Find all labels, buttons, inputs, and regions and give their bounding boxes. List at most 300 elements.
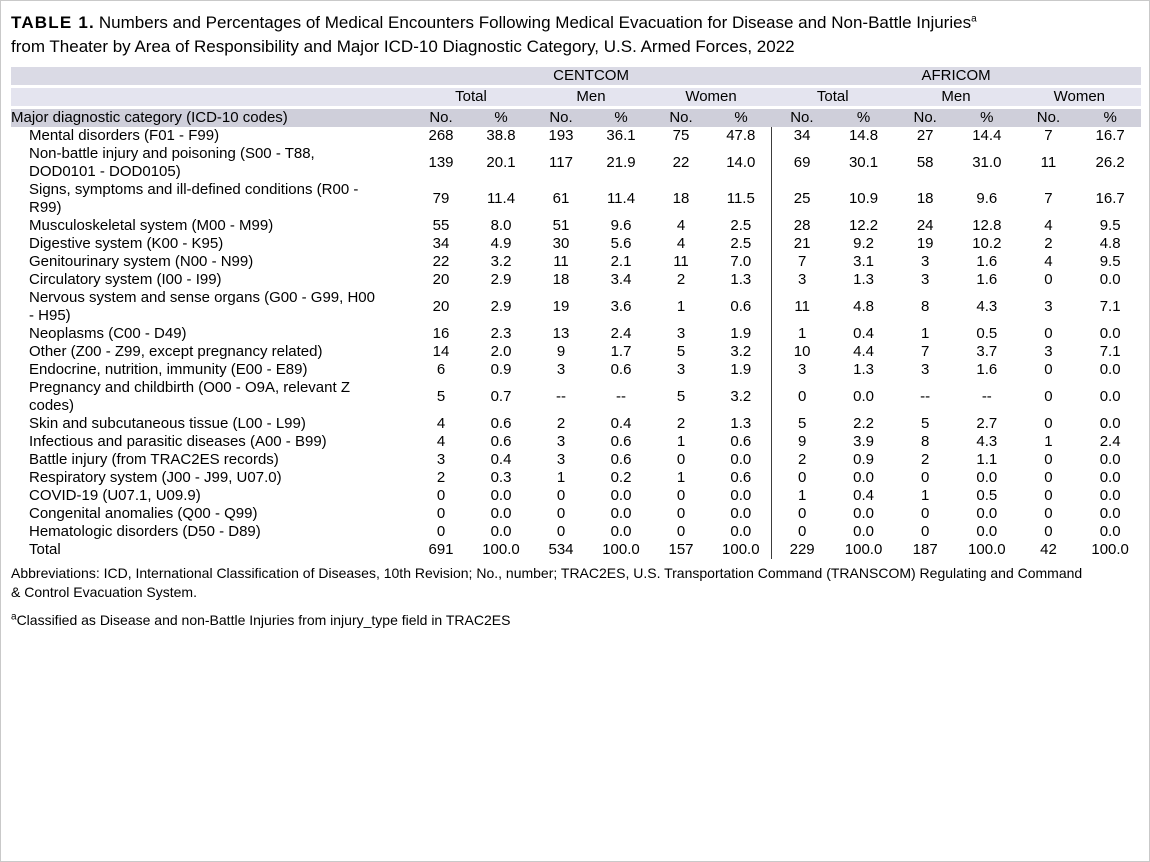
value-cell: 1.7 — [610, 343, 632, 360]
value-cell: 0.6 — [610, 451, 632, 468]
value-cell: 1 — [921, 325, 930, 342]
value-cell: 4.8 — [1099, 235, 1121, 252]
value-cell: 2 — [771, 451, 833, 469]
value-cell: 19 — [916, 235, 934, 252]
value-cell: 11 — [553, 253, 569, 270]
value-cell: 0.4 — [490, 451, 512, 468]
value-cell: 4 — [1044, 253, 1053, 270]
value-cell: 30 — [552, 235, 570, 252]
value-cell: 3 — [921, 253, 930, 270]
value-cell: 0.6 — [730, 469, 752, 486]
value-cell: 3 — [556, 451, 566, 468]
value-cell: 11 — [771, 289, 833, 325]
value-cell: 9.6 — [610, 217, 632, 234]
measure-header-no: No. — [411, 108, 471, 128]
value-cell: 5.6 — [610, 235, 632, 252]
value-cell: 3 — [676, 325, 686, 342]
value-cell: 0.6 — [610, 361, 632, 378]
measure-header-no: No. — [651, 108, 711, 128]
category-cell: Battle injury (from TRAC2ES records) — [29, 451, 279, 468]
value-cell: 20 — [432, 271, 450, 288]
table-row — [11, 523, 1141, 541]
value-cell: 0 — [676, 487, 686, 504]
value-cell: 3 — [1044, 298, 1053, 315]
value-cell: 11 — [673, 253, 689, 270]
value-cell: 20 — [432, 298, 450, 315]
value-cell: 1 — [921, 487, 930, 504]
value-cell: 0.0 — [1099, 451, 1121, 468]
value-cell: 100.0 — [722, 541, 760, 558]
value-cell: 3.2 — [490, 253, 512, 270]
title-line2: from Theater by Area of Responsibility and Major ICD-10 Diagnostic Category, U.S. Armed Forces, 2022 — [11, 37, 795, 56]
value-cell: 0 — [1044, 325, 1053, 342]
footnote-text: Classified as Disease and non-Battle Injuries from injury_type field in TRAC2ES — [16, 612, 511, 628]
value-cell: 3 — [676, 361, 686, 378]
value-cell: 4 — [436, 433, 446, 450]
category-cell: Total — [29, 541, 61, 558]
value-cell: 0 — [556, 505, 566, 522]
category-cell: Nervous system and sense organs (G00 - G99, H00 - H95) — [29, 289, 375, 324]
table-row — [11, 289, 1141, 325]
value-cell: 0.5 — [976, 487, 998, 504]
value-cell: 0 — [1044, 451, 1053, 468]
table-row — [11, 505, 1141, 523]
value-cell: 2.9 — [490, 298, 512, 315]
value-cell: 100.0 — [844, 541, 883, 558]
value-cell: 1.6 — [976, 253, 998, 270]
value-cell: 2.0 — [490, 343, 512, 360]
value-cell: 1.6 — [976, 271, 998, 288]
value-cell: 10 — [771, 343, 833, 361]
value-cell: 0.0 — [853, 469, 874, 486]
value-cell: 0.0 — [1099, 487, 1121, 504]
value-cell: 31.0 — [972, 154, 1002, 171]
subgroup-header-row — [11, 87, 1141, 108]
value-cell: 534 — [548, 541, 574, 558]
value-cell: 4.3 — [976, 433, 998, 450]
value-cell: 18 — [552, 271, 570, 288]
value-cell: 0.0 — [976, 469, 998, 486]
value-cell: 2.9 — [490, 271, 512, 288]
value-cell: 6 — [436, 361, 446, 378]
value-cell: 0 — [676, 523, 686, 540]
value-cell: 2.5 — [730, 235, 752, 252]
value-cell: 3 — [556, 361, 566, 378]
subgroup-header-spacer — [11, 87, 411, 108]
value-cell: 1.3 — [853, 361, 874, 378]
value-cell: 14 — [432, 343, 450, 360]
value-cell: 0.0 — [490, 505, 512, 522]
value-cell: 0 — [921, 469, 930, 486]
value-cell: 0.0 — [730, 505, 752, 522]
table-row — [11, 217, 1141, 235]
value-cell: 2 — [436, 469, 446, 486]
value-cell: 5 — [676, 343, 686, 360]
value-cell: 24 — [916, 217, 934, 234]
value-cell: 11.5 — [726, 190, 755, 207]
group-header-centcom: CENTCOM — [411, 67, 771, 87]
value-cell: 2.3 — [490, 325, 512, 342]
value-cell: 3.2 — [730, 388, 752, 405]
value-cell: 51 — [552, 217, 570, 234]
value-cell: 55 — [432, 217, 450, 234]
value-cell: 0.4 — [853, 325, 874, 342]
value-cell: 0.0 — [853, 388, 874, 405]
measure-header-row — [11, 108, 1141, 128]
value-cell: 0 — [771, 523, 833, 541]
value-cell: 3 — [771, 361, 833, 379]
category-cell: Signs, symptoms and ill-defined conditions (R00 - R99) — [29, 181, 359, 216]
value-cell: 3.6 — [610, 298, 632, 315]
value-cell: 4 — [436, 415, 446, 432]
value-cell: 47.8 — [726, 127, 756, 144]
value-cell: 0 — [771, 379, 833, 415]
value-cell: 4.8 — [853, 298, 874, 315]
value-cell: 34 — [771, 127, 833, 145]
value-cell: 1 — [556, 469, 566, 486]
value-cell: 1.6 — [976, 361, 998, 378]
value-cell: 0.2 — [610, 469, 632, 486]
value-cell: 22 — [672, 154, 690, 171]
value-cell: 4 — [676, 235, 686, 252]
value-cell: 2.5 — [730, 217, 752, 234]
value-cell: 0.0 — [1099, 523, 1121, 540]
value-cell: 75 — [672, 127, 690, 144]
value-cell: 2 — [921, 451, 930, 468]
value-cell: 0.0 — [1099, 271, 1121, 288]
value-cell: 11.4 — [486, 190, 516, 207]
value-cell: 2 — [1044, 235, 1053, 252]
value-cell: 3 — [921, 361, 930, 378]
value-cell: 0.9 — [853, 451, 874, 468]
category-cell: Mental disorders (F01 - F99) — [29, 127, 220, 144]
footnote-a — [11, 611, 1139, 630]
value-cell: 0 — [1044, 505, 1053, 522]
value-cell: 100.0 — [1091, 541, 1129, 558]
value-cell: 2.1 — [610, 253, 632, 270]
value-cell: 0.4 — [610, 415, 632, 432]
value-cell: 0.0 — [610, 505, 632, 522]
table-row — [11, 127, 1141, 145]
value-cell: 0 — [556, 487, 566, 504]
table-row — [11, 235, 1141, 253]
value-cell: 0 — [436, 487, 446, 504]
value-cell: 1 — [676, 298, 686, 315]
table-row — [11, 253, 1141, 271]
category-cell: Skin and subcutaneous tissue (L00 - L99) — [29, 415, 306, 432]
value-cell: 7 — [1044, 190, 1053, 207]
value-cell: 4 — [676, 217, 686, 234]
value-cell: 58 — [916, 154, 934, 171]
value-cell: 21 — [771, 235, 833, 253]
value-cell: 0.7 — [490, 388, 512, 405]
value-cell: 0.0 — [1099, 388, 1121, 405]
value-cell: 7 — [921, 343, 930, 360]
group-header-africom: AFRICOM — [771, 67, 1141, 87]
value-cell: 1.9 — [730, 325, 752, 342]
value-cell: 18 — [916, 190, 934, 207]
medical-encounters-table — [11, 67, 1141, 559]
measure-header-pct: % — [1079, 108, 1141, 128]
value-cell: 100.0 — [968, 541, 1006, 558]
category-cell: Non-battle injury and poisoning (S00 - T88, DOD0101 - DOD0105) — [29, 145, 315, 180]
value-cell: 691 — [428, 541, 454, 558]
value-cell: 21.9 — [606, 154, 636, 171]
value-cell: 4.9 — [490, 235, 512, 252]
value-cell: 0.0 — [1099, 469, 1121, 486]
value-cell: 9 — [556, 343, 566, 360]
value-cell: 0.6 — [490, 433, 512, 450]
value-cell: 30.1 — [848, 154, 879, 171]
value-cell: 9.6 — [976, 190, 998, 207]
value-cell: 0 — [676, 451, 686, 468]
value-cell: 9.5 — [1099, 253, 1121, 270]
value-cell: 69 — [771, 145, 833, 181]
value-cell: 0 — [1044, 469, 1053, 486]
value-cell: 5 — [436, 388, 446, 405]
value-cell: 61 — [552, 190, 570, 207]
value-cell: 0.3 — [490, 469, 512, 486]
measure-header-no: No. — [1018, 108, 1080, 128]
value-cell: 2.4 — [610, 325, 632, 342]
value-cell: -- — [981, 388, 992, 405]
title-footnote-marker: a — [971, 13, 977, 25]
value-cell: 1 — [676, 433, 686, 450]
value-cell: 1 — [1044, 433, 1053, 450]
category-cell: Circulatory system (I00 - I99) — [29, 271, 222, 288]
category-column-header: Major diagnostic category (ICD-10 codes) — [11, 108, 411, 128]
value-cell: 36.1 — [606, 127, 636, 144]
value-cell: 14.0 — [726, 154, 756, 171]
value-cell: 3.9 — [853, 433, 874, 450]
value-cell: 1.3 — [853, 271, 874, 288]
value-cell: -- — [556, 388, 566, 405]
value-cell: 100.0 — [482, 541, 520, 558]
value-cell: 8.0 — [490, 217, 512, 234]
value-cell: 1 — [771, 325, 833, 343]
value-cell: 9 — [771, 433, 833, 451]
table-row — [11, 469, 1141, 487]
value-cell: 7 — [771, 253, 833, 271]
table-row — [11, 361, 1141, 379]
category-cell: Respiratory system (J00 - J99, U07.0) — [29, 469, 282, 486]
value-cell: 0.0 — [490, 523, 512, 540]
value-cell: 0.0 — [1099, 325, 1121, 342]
value-cell: 16 — [432, 325, 450, 342]
table-row — [11, 415, 1141, 433]
abbreviations-line2: & Control Evacuation System. — [11, 584, 197, 600]
value-cell: 3.2 — [730, 343, 752, 360]
value-cell: 0.4 — [853, 487, 874, 504]
subgroup-header-men: Men — [531, 87, 651, 108]
value-cell: 79 — [432, 190, 450, 207]
table-row — [11, 271, 1141, 289]
value-cell: 0.0 — [1099, 361, 1121, 378]
value-cell: 8 — [921, 298, 930, 315]
value-cell: 26.2 — [1095, 154, 1125, 171]
value-cell: 3 — [921, 271, 930, 288]
value-cell: 0.5 — [976, 325, 998, 342]
value-cell: 16.7 — [1095, 190, 1125, 207]
value-cell: 18 — [672, 190, 690, 207]
value-cell: 0 — [436, 505, 446, 522]
category-cell: COVID-19 (U07.1, U09.9) — [29, 487, 201, 504]
table-title — [11, 11, 1139, 59]
value-cell: 7.1 — [1099, 298, 1121, 315]
value-cell: 100.0 — [602, 541, 640, 558]
value-cell: 0.0 — [490, 487, 512, 504]
value-cell: 2 — [556, 415, 566, 432]
value-cell: 3.1 — [853, 253, 874, 270]
value-cell: 1.9 — [730, 361, 752, 378]
table-body — [11, 127, 1141, 559]
value-cell: 7.1 — [1099, 343, 1121, 360]
table-row — [11, 325, 1141, 343]
subgroup-header-women: Women — [1018, 87, 1141, 108]
value-cell: 10.2 — [972, 235, 1002, 252]
table-row — [11, 145, 1141, 181]
value-cell: 0 — [436, 523, 446, 540]
abbreviations-note — [11, 564, 1139, 602]
value-cell: 10.9 — [848, 190, 879, 207]
value-cell: 0 — [1044, 361, 1053, 378]
category-cell: Hematologic disorders (D50 - D89) — [29, 523, 261, 540]
category-cell: Digestive system (K00 - K95) — [29, 235, 224, 252]
value-cell: 229 — [771, 541, 833, 559]
value-cell: 16.7 — [1095, 127, 1125, 144]
footnote-marker: a — [11, 611, 17, 623]
title-line1: Numbers and Percentages of Medical Encounters Following Medical Evacuation for Disease and Non-Battle Injuries — [98, 13, 972, 32]
value-cell: 139 — [428, 154, 454, 171]
value-cell: 0 — [556, 523, 566, 540]
table-header — [11, 67, 1141, 127]
value-cell: 5 — [676, 388, 686, 405]
value-cell: 7 — [1044, 127, 1053, 144]
value-cell: 0 — [1044, 523, 1053, 540]
value-cell: 9.5 — [1099, 217, 1121, 234]
value-cell: 34 — [432, 235, 450, 252]
group-header-row — [11, 67, 1141, 87]
value-cell: 2.7 — [976, 415, 998, 432]
measure-header-no: No. — [894, 108, 956, 128]
value-cell: 28 — [771, 217, 833, 235]
measure-header-no: No. — [771, 108, 833, 128]
measure-header-pct: % — [833, 108, 895, 128]
value-cell: 4.4 — [853, 343, 874, 360]
value-cell: 19 — [552, 298, 570, 315]
table-row — [11, 379, 1141, 415]
value-cell: 0.9 — [490, 361, 512, 378]
value-cell: 0.0 — [610, 523, 632, 540]
value-cell: 3.4 — [610, 271, 632, 288]
table-row — [11, 487, 1141, 505]
subgroup-header-total: Total — [771, 87, 894, 108]
subgroup-header-women: Women — [651, 87, 771, 108]
value-cell: 0.6 — [610, 433, 632, 450]
category-cell: Pregnancy and childbirth (O00 - O9A, relevant Z codes) — [29, 379, 350, 414]
value-cell: 27 — [916, 127, 934, 144]
value-cell: 2.4 — [1099, 433, 1121, 450]
value-cell: 14.4 — [972, 127, 1002, 144]
subgroup-header-men: Men — [894, 87, 1017, 108]
value-cell: 0.0 — [730, 451, 752, 468]
value-cell: 2.2 — [853, 415, 874, 432]
value-cell: 0 — [1044, 271, 1053, 288]
value-cell: 0.0 — [730, 523, 752, 540]
value-cell: 11.4 — [606, 190, 636, 207]
value-cell: 14.8 — [848, 127, 879, 144]
value-cell: 5 — [771, 415, 833, 433]
category-cell: Other (Z00 - Z99, except pregnancy related) — [29, 343, 323, 360]
value-cell: 268 — [428, 127, 454, 144]
category-cell: Musculoskeletal system (M00 - M99) — [29, 217, 274, 234]
value-cell: 0 — [1044, 388, 1053, 405]
value-cell: 0.0 — [730, 487, 752, 504]
value-cell: 0 — [771, 505, 833, 523]
value-cell: 1.1 — [976, 451, 998, 468]
value-cell: 9.2 — [853, 235, 874, 252]
category-cell: Endocrine, nutrition, immunity (E00 - E89) — [29, 361, 308, 378]
value-cell: 5 — [921, 415, 930, 432]
value-cell: 0.0 — [853, 523, 874, 540]
value-cell: 0 — [771, 469, 833, 487]
value-cell: 0.0 — [853, 505, 874, 522]
value-cell: 25 — [771, 181, 833, 217]
value-cell: 0 — [1044, 487, 1053, 504]
value-cell: 117 — [549, 154, 573, 171]
value-cell: 4 — [1044, 217, 1053, 234]
value-cell: 20.1 — [486, 154, 516, 171]
value-cell: 0 — [1044, 415, 1053, 432]
value-cell: 0.6 — [730, 298, 752, 315]
value-cell: 3.7 — [976, 343, 998, 360]
value-cell: 187 — [912, 541, 938, 558]
value-cell: 0.0 — [1099, 505, 1121, 522]
table-number-label: TABLE 1. — [11, 13, 95, 32]
abbreviations-line1: Abbreviations: ICD, International Classification of Diseases, 10th Revision; No., number; TRAC2ES, U.S. Transportation Command (TRANSCOM) Regulating and Command — [11, 565, 1083, 581]
table-row — [11, 451, 1141, 469]
value-cell: -- — [616, 388, 626, 405]
value-cell: 0.0 — [1099, 415, 1121, 432]
measure-header-pct: % — [711, 108, 771, 128]
value-cell: 42 — [1040, 541, 1057, 558]
value-cell: 0.0 — [976, 523, 998, 540]
value-cell: 0.6 — [730, 433, 752, 450]
value-cell: 0.6 — [490, 415, 512, 432]
value-cell: 0 — [921, 505, 930, 522]
value-cell: 11 — [1040, 154, 1057, 171]
value-cell: 0 — [921, 523, 930, 540]
value-cell: 1 — [771, 487, 833, 505]
value-cell: 12.2 — [848, 217, 879, 234]
value-cell: 1 — [676, 469, 686, 486]
table-row — [11, 181, 1141, 217]
category-cell: Genitourinary system (N00 - N99) — [29, 253, 254, 270]
category-cell: Congenital anomalies (Q00 - Q99) — [29, 505, 258, 522]
value-cell: -- — [920, 388, 931, 405]
value-cell: 1.3 — [730, 415, 752, 432]
value-cell: 3 — [771, 271, 833, 289]
value-cell: 1.3 — [730, 271, 752, 288]
table-row — [11, 343, 1141, 361]
value-cell: 0 — [676, 505, 686, 522]
measure-header-pct: % — [471, 108, 531, 128]
subgroup-header-total: Total — [411, 87, 531, 108]
value-cell: 0.0 — [976, 505, 998, 522]
value-cell: 38.8 — [486, 127, 516, 144]
value-cell: 8 — [921, 433, 930, 450]
value-cell: 2 — [676, 271, 686, 288]
